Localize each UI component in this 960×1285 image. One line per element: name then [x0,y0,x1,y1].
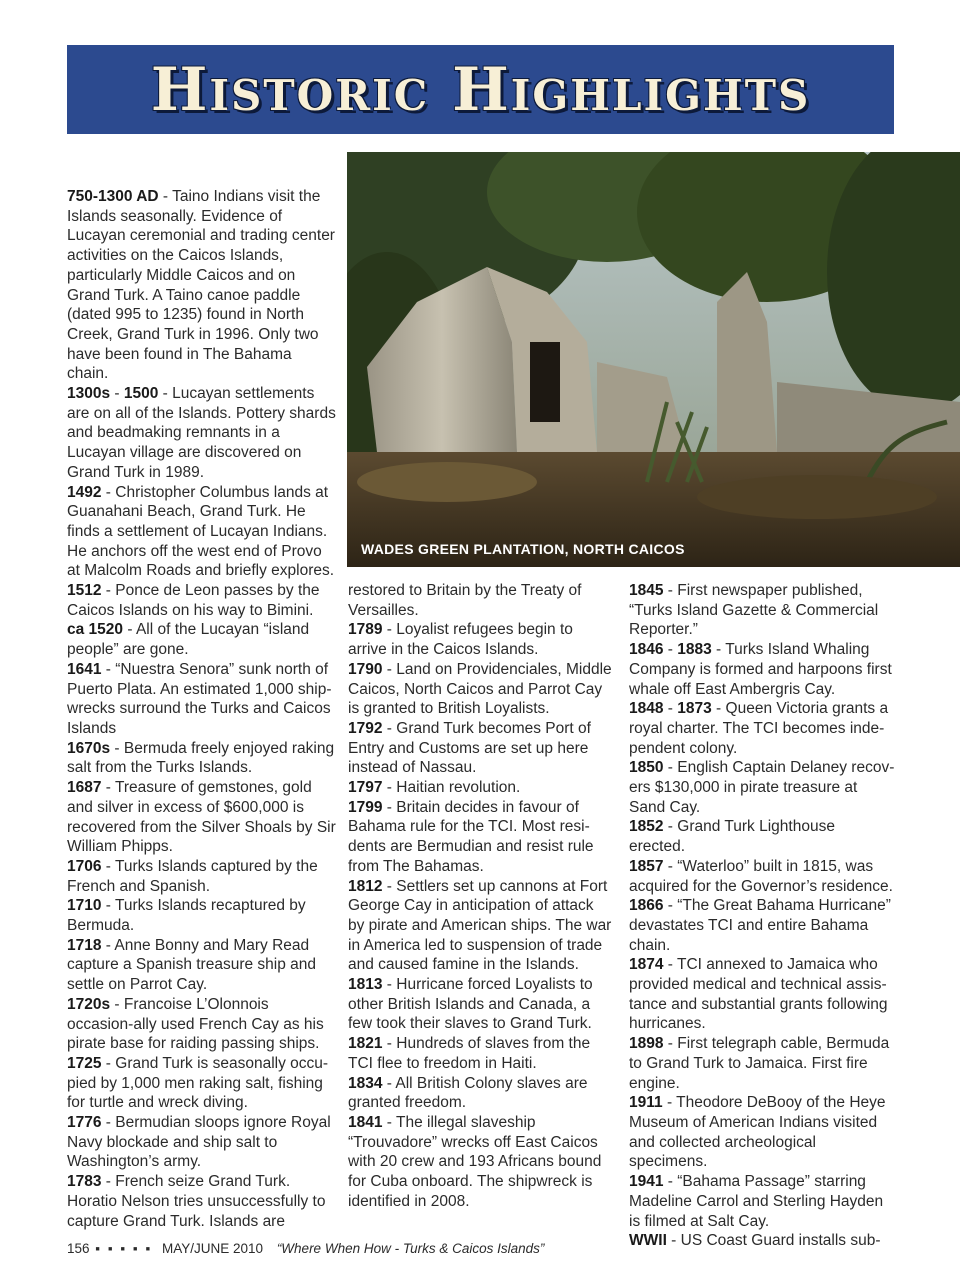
timeline-entry [629,758,895,817]
entry-year: 1641 [67,660,102,678]
timeline-entry [67,384,337,483]
entry-text: - Grand Turk is seasonally occu-pied by 1,000 men raking salt, fishing for turtle and wreck diving. [67,1054,329,1112]
timeline-entry [67,660,337,739]
entry-text: - Anne Bonny and Mary Read capture a Spanish treasure ship and settle on Parrot Cay. [67,936,317,994]
entry-year: 1706 [67,857,102,875]
entry-text: - Turks Islands recaptured by Bermuda. [67,897,306,935]
timeline-entry [629,857,895,896]
entry-year: 1852 [629,818,664,836]
timeline-column-1 [67,187,337,1231]
footer-dots: ▪ ▪ ▪ ▪ ▪ [95,1241,153,1256]
entry-text: - Queen Victoria grants a royal charter. The TCI becomes inde-pendent colony. [629,700,889,757]
timeline-entry [348,1113,614,1212]
page-footer [67,1241,544,1256]
timeline-entry [629,896,895,955]
entry-year: 1687 [67,779,102,797]
entry-year: WWII [629,1232,667,1250]
ruins-illustration [347,152,960,567]
entry-year: 1911 [629,1094,663,1112]
entry-text: - All British Colony slaves are granted freedom. [348,1074,588,1112]
publication-tagline: “Where When How - Turks & Caicos Islands” [276,1241,545,1256]
entry-text: - French seize Grand Turk. Horatio Nelson tries unsuccessfully to capture Grand Turk. Islands are [67,1173,326,1230]
entry-text: - Theodore DeBooy of the Heye Museum of American Indians visited and collected archeological specimens. [629,1094,886,1171]
entry-text: - “Nuestra Senora” sunk north of Puerto Plata. An estimated 1,000 ship-wrecks surround the Turks and Caicos Islands [67,660,332,737]
entry-year: 1841 [348,1113,383,1131]
timeline-entry [67,620,337,659]
entry-year: 1670s [67,739,111,757]
entry-year: 1492 [67,483,102,501]
entry-year: 1790 [348,660,383,678]
entry-text: - All of the Lucayan “island people” are gone. [67,621,310,659]
entry-year: 1848 [629,700,664,718]
entry-year: 1789 [348,621,383,639]
issue-date: MAY/JUNE 2010 [162,1241,264,1256]
entry-text: - Ponce de Leon passes by the Caicos Islands on his way to Bimini. [67,582,320,619]
timeline-entry [67,581,337,620]
entry-text: - Haitian revolution. [382,779,521,797]
entry-year: 1710 [67,897,102,915]
entry-text: - “Bahama Passage” starring Madeline Carrol and Sterling Hayden is filmed at Salt Cay. [629,1173,884,1230]
entry-text: - Settlers set up cannons at Fort George Cay in anticipation of attack by pirate and American ships. The war in America led to suspension of trade and caused famine in the Islands. [348,877,612,974]
entry-year: 1821 [348,1035,383,1053]
entry-year: 1776 [67,1114,102,1132]
entry-text: - [663,641,678,659]
page-title: Historic Highlights [150,54,811,125]
timeline-entry [629,817,895,856]
timeline-entry [67,483,337,582]
timeline-entry [348,719,614,778]
entry-text: - First telegraph cable, Bermuda to Grand Turk to Jamaica. First fire engine. [629,1035,890,1092]
entry-text: - Bermuda freely enjoyed raking salt from the Turks Islands. [67,739,335,777]
entry-text: - [110,385,124,403]
timeline-entry [629,640,895,699]
entry-year-end: 1873 [677,700,712,718]
timeline-entry [67,1172,337,1231]
entry-year: 1718 [67,936,102,954]
entry-year: 1799 [348,798,383,816]
entry-year: 1797 [348,779,383,797]
entry-text: - Hurricane forced Loyalists to other British Islands and Canada, a few took their slaves to Grand Turk. [348,976,593,1033]
entry-year: 1813 [348,976,383,994]
entry-text: - “Waterloo” built in 1815, was acquired for the Governor’s residence. [629,857,893,895]
entry-text: - Hundreds of slaves from the TCI flee to freedom in Haiti. [348,1035,591,1072]
entry-text: - Christopher Columbus lands at Guanahani Beach, Grand Turk. He finds a settlement of Lucayan Indians. He anchors off the west end of Provo at Malcolm Roads and briefly explores. [67,483,335,580]
title-banner [67,45,894,134]
timeline-entry [629,1093,895,1172]
entry-year: 1512 [67,582,102,600]
entry-year: 750-1300 AD [67,188,159,205]
timeline-column-3 [629,581,895,1251]
entry-text: - Francoise L’Olonnois occasion-ally used French Cay as his pirate base for raiding passing ships. [67,995,324,1053]
timeline-entry [67,778,337,857]
entry-year-end: 1500 [123,385,159,403]
timeline-entry [67,739,337,778]
timeline-entry [67,936,337,995]
entry-text: - TCI annexed to Jamaica who provided medical and technical assis-tance and substantial grants following hurricanes. [629,956,888,1033]
entry-text: - “The Great Bahama Hurricane” devastates TCI and entire Bahama chain. [629,897,891,954]
timeline-entry [348,877,614,976]
timeline-entry [67,187,337,384]
entry-text: - Turks Islands captured by the French and Spanish. [67,857,318,895]
entry-text: - Grand Turk becomes Port of Entry and Customs are set up here instead of Nassau. [348,719,591,777]
timeline-entry [629,1172,895,1231]
timeline-column-2 [348,581,614,1212]
timeline-entry [67,896,337,935]
timeline-entry [348,778,614,798]
entry-year: 1845 [629,582,664,599]
entry-text: - Bermudian sloops ignore Royal Navy blockade and ship salt to Washington’s army. [67,1114,331,1171]
entry-year: 1941 [629,1173,664,1191]
entry-text: - Loyalist refugees begin to arrive in the Caicos Islands. [348,621,573,659]
timeline-entry [629,955,895,1034]
page-number: 156 [67,1241,90,1256]
entry-year: ca 1520 [67,621,124,639]
entry-year: 1720s [67,995,111,1013]
timeline-entry [348,1074,614,1113]
timeline-entry [67,1054,337,1113]
entry-year: 1874 [629,956,664,974]
timeline-entry [348,620,614,659]
timeline-entry [67,857,337,896]
entry-year: 1846 [629,641,664,659]
entry-text: - Britain decides in favour of Bahama rule for the TCI. Most resi-dents are Bermudian and resist rule from The Bahamas. [348,798,594,875]
entry-text: - Lucayan settlements are on all of the Islands. Pottery shards and beadmaking remnants in a Lucayan village are discovered on Grand Turk in 1989. [67,385,336,481]
timeline-entry [348,660,614,719]
entry-text: - Grand Turk Lighthouse erected. [629,818,835,856]
entry-text: - US Coast Guard installs sub- [666,1232,881,1250]
entry-text: - [663,700,678,718]
timeline-entry [629,1034,895,1093]
timeline-entry [67,1113,337,1172]
entry-text: - English Captain Delaney recov-ers $130,000 in pirate treasure at Sand Cay. [629,759,895,816]
timeline-entry [629,699,895,758]
timeline-entry [348,798,614,877]
entry-year: 1898 [629,1035,664,1053]
entry-text: - Taino Indians visit the Islands seasonally. Evidence of Lucayan ceremonial and trading center activities on the Caicos Islands, particularly Middle Caicos and on Grand Turk. A Taino canoe paddle (dated 995 to 1235) found in North Creek, Grand Turk in 1996. Only two have been found in The Bahama chain. [67,188,335,383]
entry-year: 1792 [348,719,383,737]
entry-year-end: 1883 [677,641,712,659]
entry-year: 1783 [67,1173,102,1191]
timeline-entry [67,995,337,1054]
timeline-entry [629,1231,895,1251]
entry-text: - Land on Providenciales, Middle Caicos, North Caicos and Parrot Cay is granted to British Loyalists. [348,660,612,718]
entry-year: 1857 [629,857,664,875]
entry-text: - Treasure of gemstones, gold and silver in excess of $600,000 is recovered from the Silver Shoals by Sir William Phipps. [67,779,336,856]
entry-text: restored to Britain by the Treaty of Versailles. [348,582,582,619]
timeline-entry [348,1034,614,1073]
timeline-entry [348,975,614,1034]
timeline-entry [348,581,614,620]
entry-text: - The illegal slaveship “Trouvadore” wrecks off East Caicos with 20 crew and 193 Africans bound for Cuba onboard. The shipwreck is identified in 2008. [348,1113,602,1210]
entry-year: 1725 [67,1054,102,1072]
entry-year: 1866 [629,897,664,915]
entry-year: 1850 [629,759,664,777]
entry-year: 1300s [67,385,111,403]
entry-text: - Turks Island Whaling Company is formed and harpoons first whale off East Ambergris Cay. [629,641,892,698]
timeline-entry [629,581,895,640]
entry-year: 1812 [348,877,383,895]
entry-year: 1834 [348,1074,383,1092]
photo-caption: WADES GREEN PLANTATION, NORTH CAICOS [361,541,685,557]
plantation-photo [347,152,960,567]
entry-text: - First newspaper published, “Turks Island Gazette & Commercial Reporter.” [629,582,879,639]
